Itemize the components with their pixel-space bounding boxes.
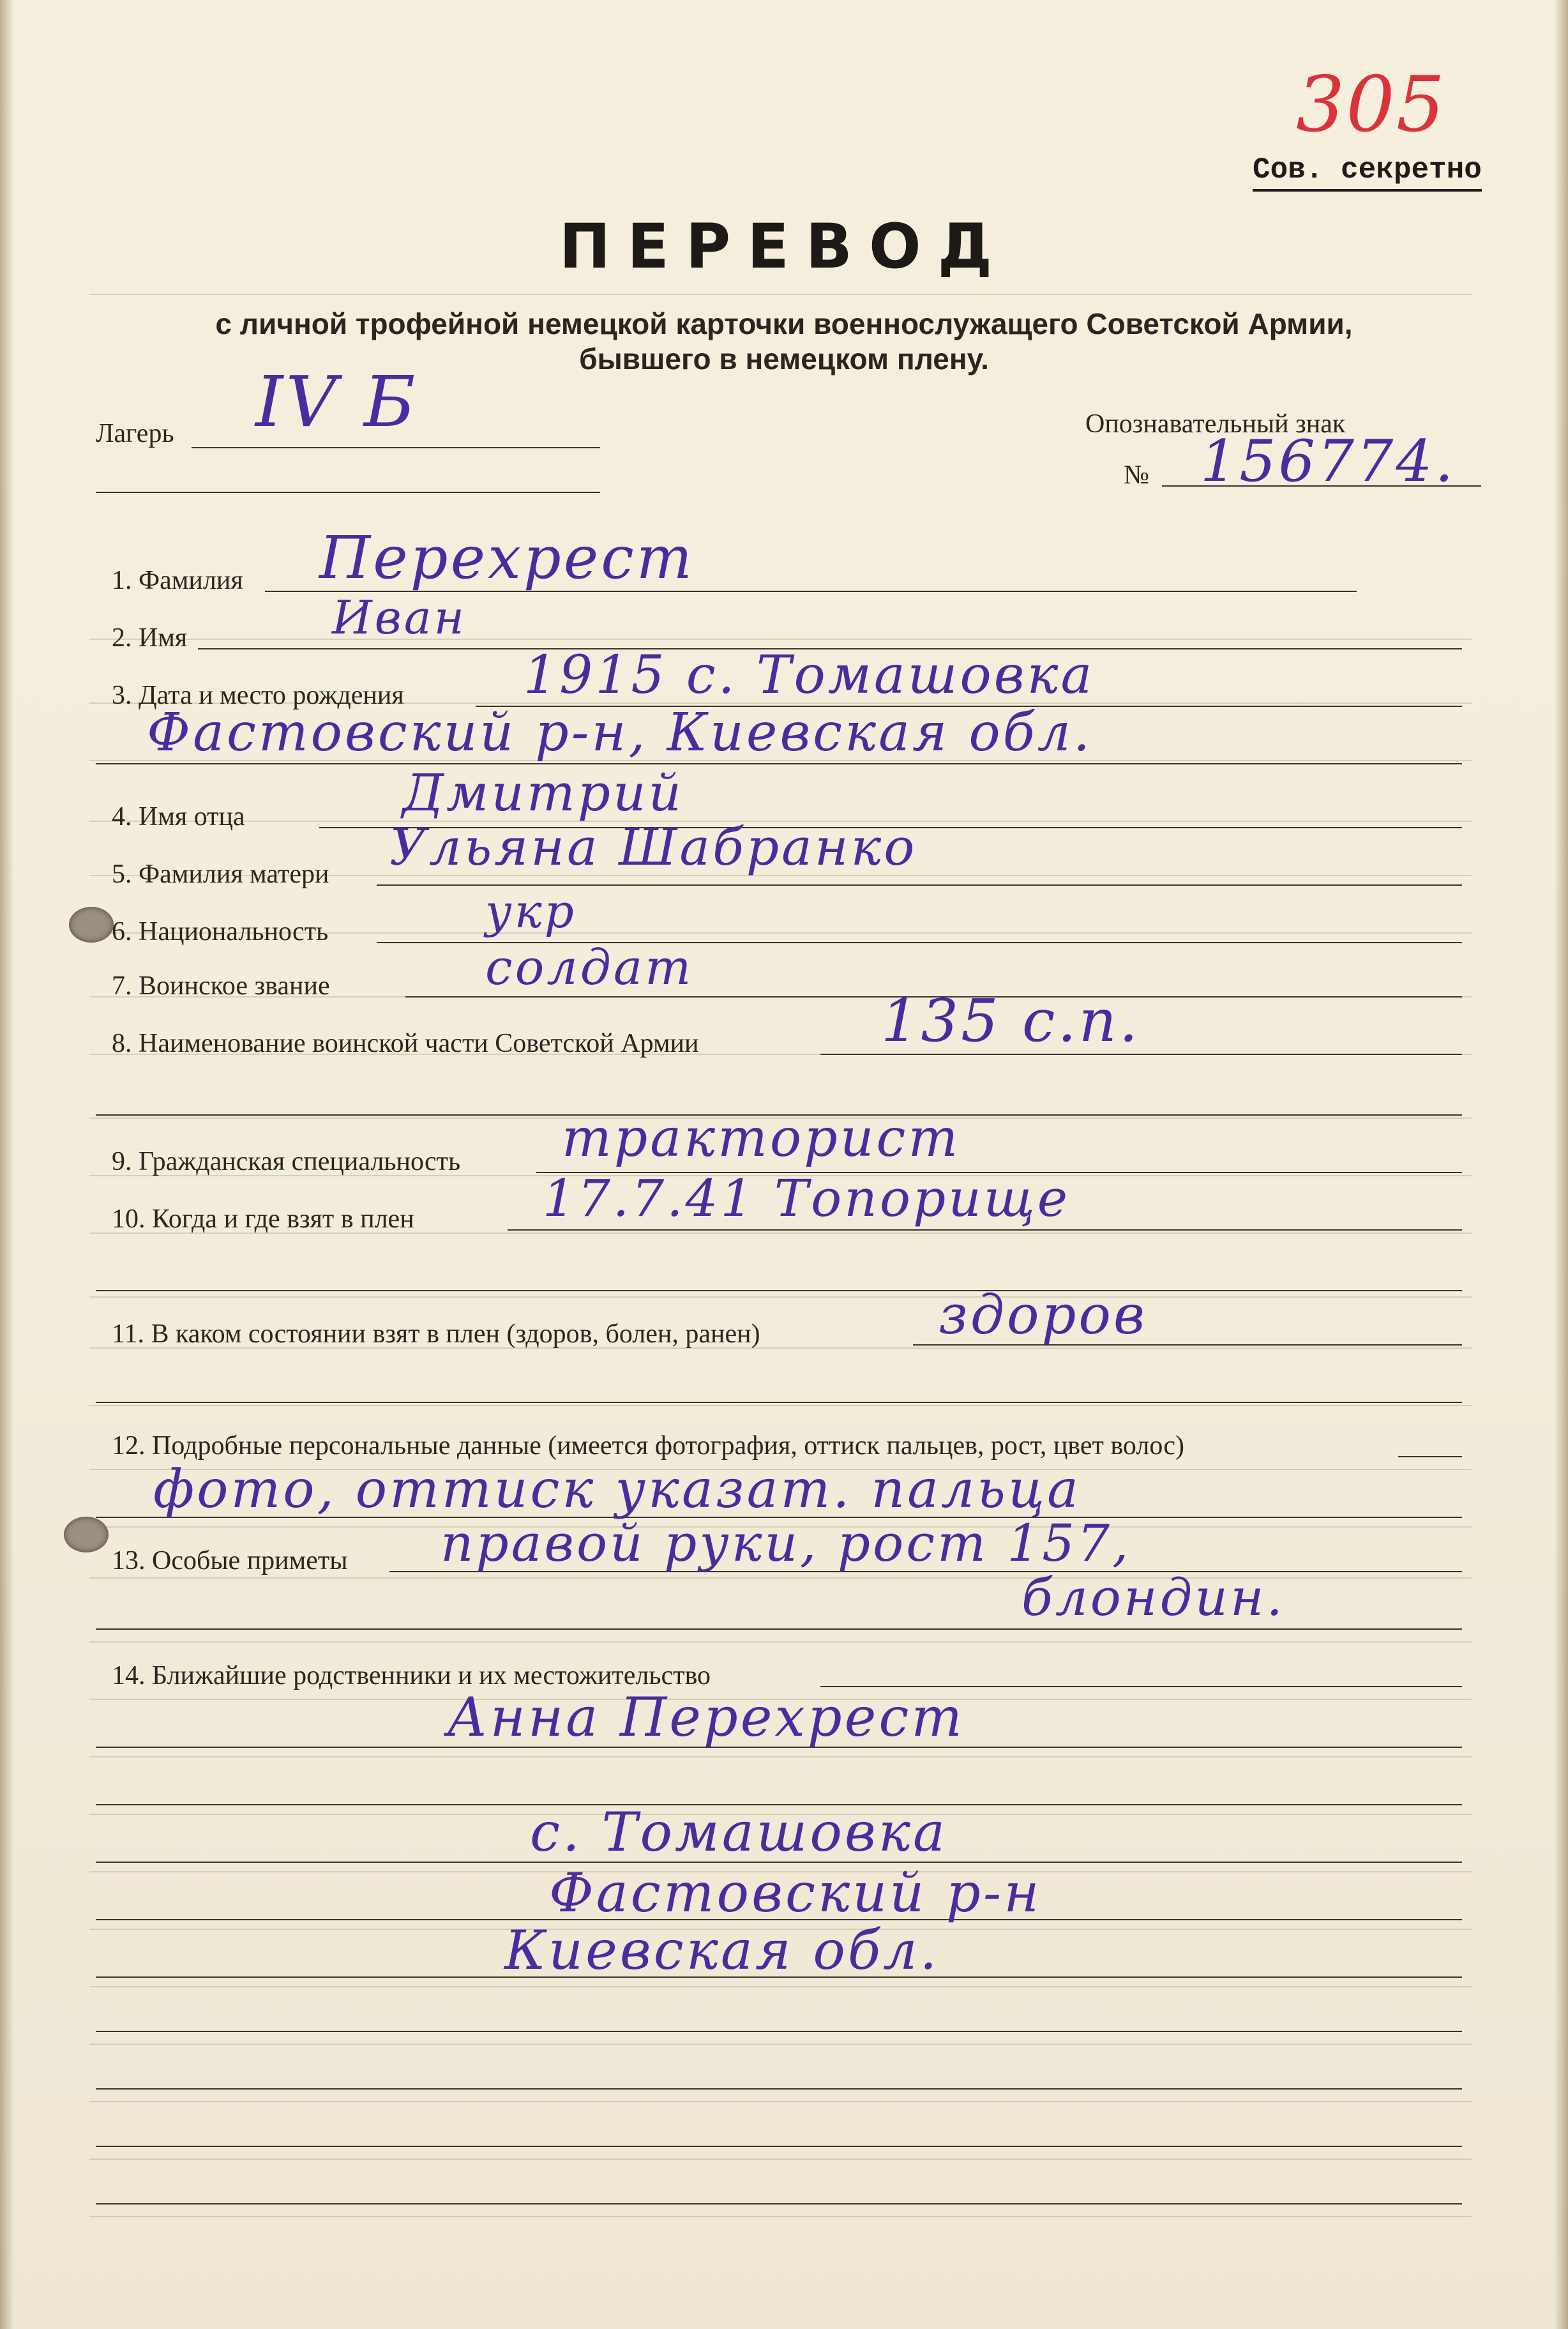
camp-line-2 [96,492,600,493]
punch-hole [64,1517,109,1552]
field-line [96,763,1462,764]
field-line [96,2088,1462,2090]
camp-line [192,447,600,448]
field-value-name: Иван [332,591,467,644]
field-label-mother: 5. Фамилия матери [112,860,329,889]
paper-rule [89,1756,1472,1757]
punch-hole [69,907,114,943]
field-value-condition: здоров [939,1284,1147,1346]
tag-label: Опознавательный знак [1085,409,1346,439]
field-value-father: Дмитрий [402,763,684,823]
field-value-surname: Перехрест [319,524,695,592]
field-value-profession: тракторист [562,1108,961,1169]
field-value-nationality: укр [485,884,577,938]
paper-rule [89,1296,1472,1298]
field-label-unit: 8. Наименование воинской части Советской Армии [112,1029,699,1058]
camp-value: IV Б [255,361,418,443]
archive-number: 305 [1296,61,1447,149]
field-line [96,1290,1462,1291]
field-value-special-marks: правой руки, рост 157, [441,1513,1131,1573]
paper-rule [89,639,1472,640]
field-label-surname: 1. Фамилия [112,566,243,595]
field-value-mother: Ульяна Шабранко [389,817,917,877]
field-value-rank: солдат [485,939,694,996]
field-label-profession: 9. Гражданская специальность [112,1147,461,1176]
field-label-special-marks: 13. Особые приметы [112,1546,348,1575]
field-value-unit: 135 с.п. [881,987,1141,1055]
field-label-name: 2. Имя [112,623,188,653]
camp-label: Лагерь [96,419,174,448]
field-label-birth: 3. Дата и место рождения [112,681,404,710]
field-line [1398,1456,1462,1457]
subtitle-line-1: с личной трофейной немецкой карточки военнослужащего Советской Армии, [215,307,1353,340]
paper-rule [89,2158,1472,2160]
field-line [508,1229,1462,1231]
paper-rule [89,2044,1472,2045]
document-title: ПЕРЕВОД [559,211,1009,282]
field-value-relatives-cont3: Киевская обл. [504,1919,940,1982]
field-value-relatives-cont2: Фастовский р-н [549,1862,1042,1924]
field-value-birth: 1915 с. Томашовка [524,645,1095,706]
field-label-captured: 10. Когда и где взят в плен [112,1204,414,1234]
field-value-birth-cont: Фастовский р-н, Киевская обл. [147,702,1093,763]
field-label-condition: 11. В каком состоянии взят в плен (здоров, болен, ранен) [112,1319,760,1349]
paper-rule [89,1986,1472,1987]
field-label-rank: 7. Воинское звание [112,971,330,1001]
paper-rule [89,2101,1472,2102]
field-line [96,2031,1462,2032]
field-label-personal-data: 12. Подробные персональные данные (имеется фотография, оттиск пальцев, рост, цвет волос) [112,1431,1184,1460]
field-value-captured: 17.7.41 Топорище [543,1169,1071,1228]
field-line [96,2203,1462,2204]
field-label-nationality: 6. Национальность [112,917,329,946]
subtitle-line-2: бывшего в немецком плену. [579,342,989,376]
field-label-relatives: 14. Ближайшие родственники и их местожительство [112,1661,711,1690]
field-line [96,1402,1462,1403]
field-label-father: 4. Имя отца [112,802,245,831]
paper-rule [89,294,1472,295]
field-value-personal-data: фото, оттиск указат. пальца [153,1459,1082,1520]
tag-number-label: № [1124,460,1150,490]
paper-rule [89,2216,1472,2217]
field-line [96,2146,1462,2147]
classification-label: Сов. секретно [1253,153,1482,192]
field-value-relatives: Анна Перехрест [447,1686,965,1749]
field-line [96,1628,1462,1630]
tag-value: 156774. [1200,428,1456,495]
field-value-special-marks-cont: блондин. [1021,1568,1285,1627]
paper-rule [89,1641,1472,1642]
field-value-relatives-cont: с. Томашовка [530,1801,948,1863]
paper-rule [89,1405,1472,1406]
